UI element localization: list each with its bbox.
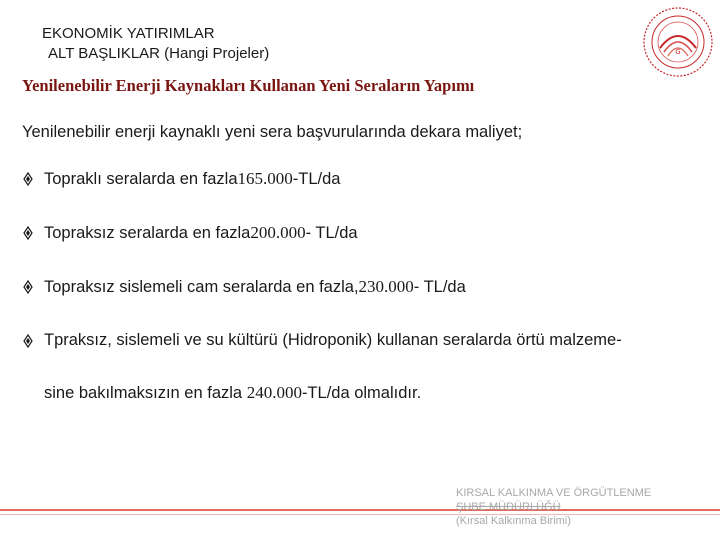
header-block [42,24,269,64]
list-item-value: 165.000 [237,169,293,188]
header-subtitle: ALT BAŞLIKLAR (Hangi Projeler) [48,45,270,62]
list-item-unit: - TL/da [413,277,466,296]
diamond-bullet-icon [22,279,44,295]
footer-line: (Kırsal Kalkınma Birimi) [456,515,571,527]
continuation-text: sine bakılmaksızın en fazla [44,384,247,402]
list-item [22,331,622,350]
list-item-text: Topraksız sislemeli cam seralarda en fazla, [44,277,359,296]
list-item-text: Topraklı seralarda en fazla [44,169,238,188]
header-title: EKONOMİK YATIRIMLAR [42,25,215,42]
list-item-unit: -TL/da [292,169,341,188]
diamond-bullet-icon [22,225,44,241]
footer-line: ŞUBE MÜDÜRLÜĞÜ [456,501,561,513]
list-item-value: 200.000 [250,223,306,242]
list-item-text: Topraksız seralarda en fazla [44,223,251,242]
list-item [22,223,358,243]
diamond-bullet-icon [22,333,44,349]
list-item-continuation [44,383,421,403]
list-item [22,277,466,297]
list-item-text: Tpraksız, sislemeli ve su kültürü (Hidroponik) kullanan seralarda örtü malzeme- [44,331,622,349]
footer-block [456,486,651,528]
continuation-unit: -TL/da olmalıdır. [301,384,422,402]
ministry-emblem-icon [640,4,716,80]
section-subtitle: Yenilenebilir Enerji Kaynakları Kullanan Yeni Seraların Yapımı [22,76,475,95]
diamond-bullet-icon [22,171,44,187]
list-item [22,169,340,189]
svg-text:G: G [675,48,681,56]
intro-text: Yenilenebilir enerji kaynaklı yeni sera başvurularında dekara maliyet; [22,123,523,141]
list-item-unit: - TL/da [305,223,358,242]
list-item-value: 230.000 [358,277,414,296]
continuation-value: 240.000 [246,383,302,402]
footer-line: KIRSAL KALKINMA VE ÖRGÜTLENME [456,487,652,499]
